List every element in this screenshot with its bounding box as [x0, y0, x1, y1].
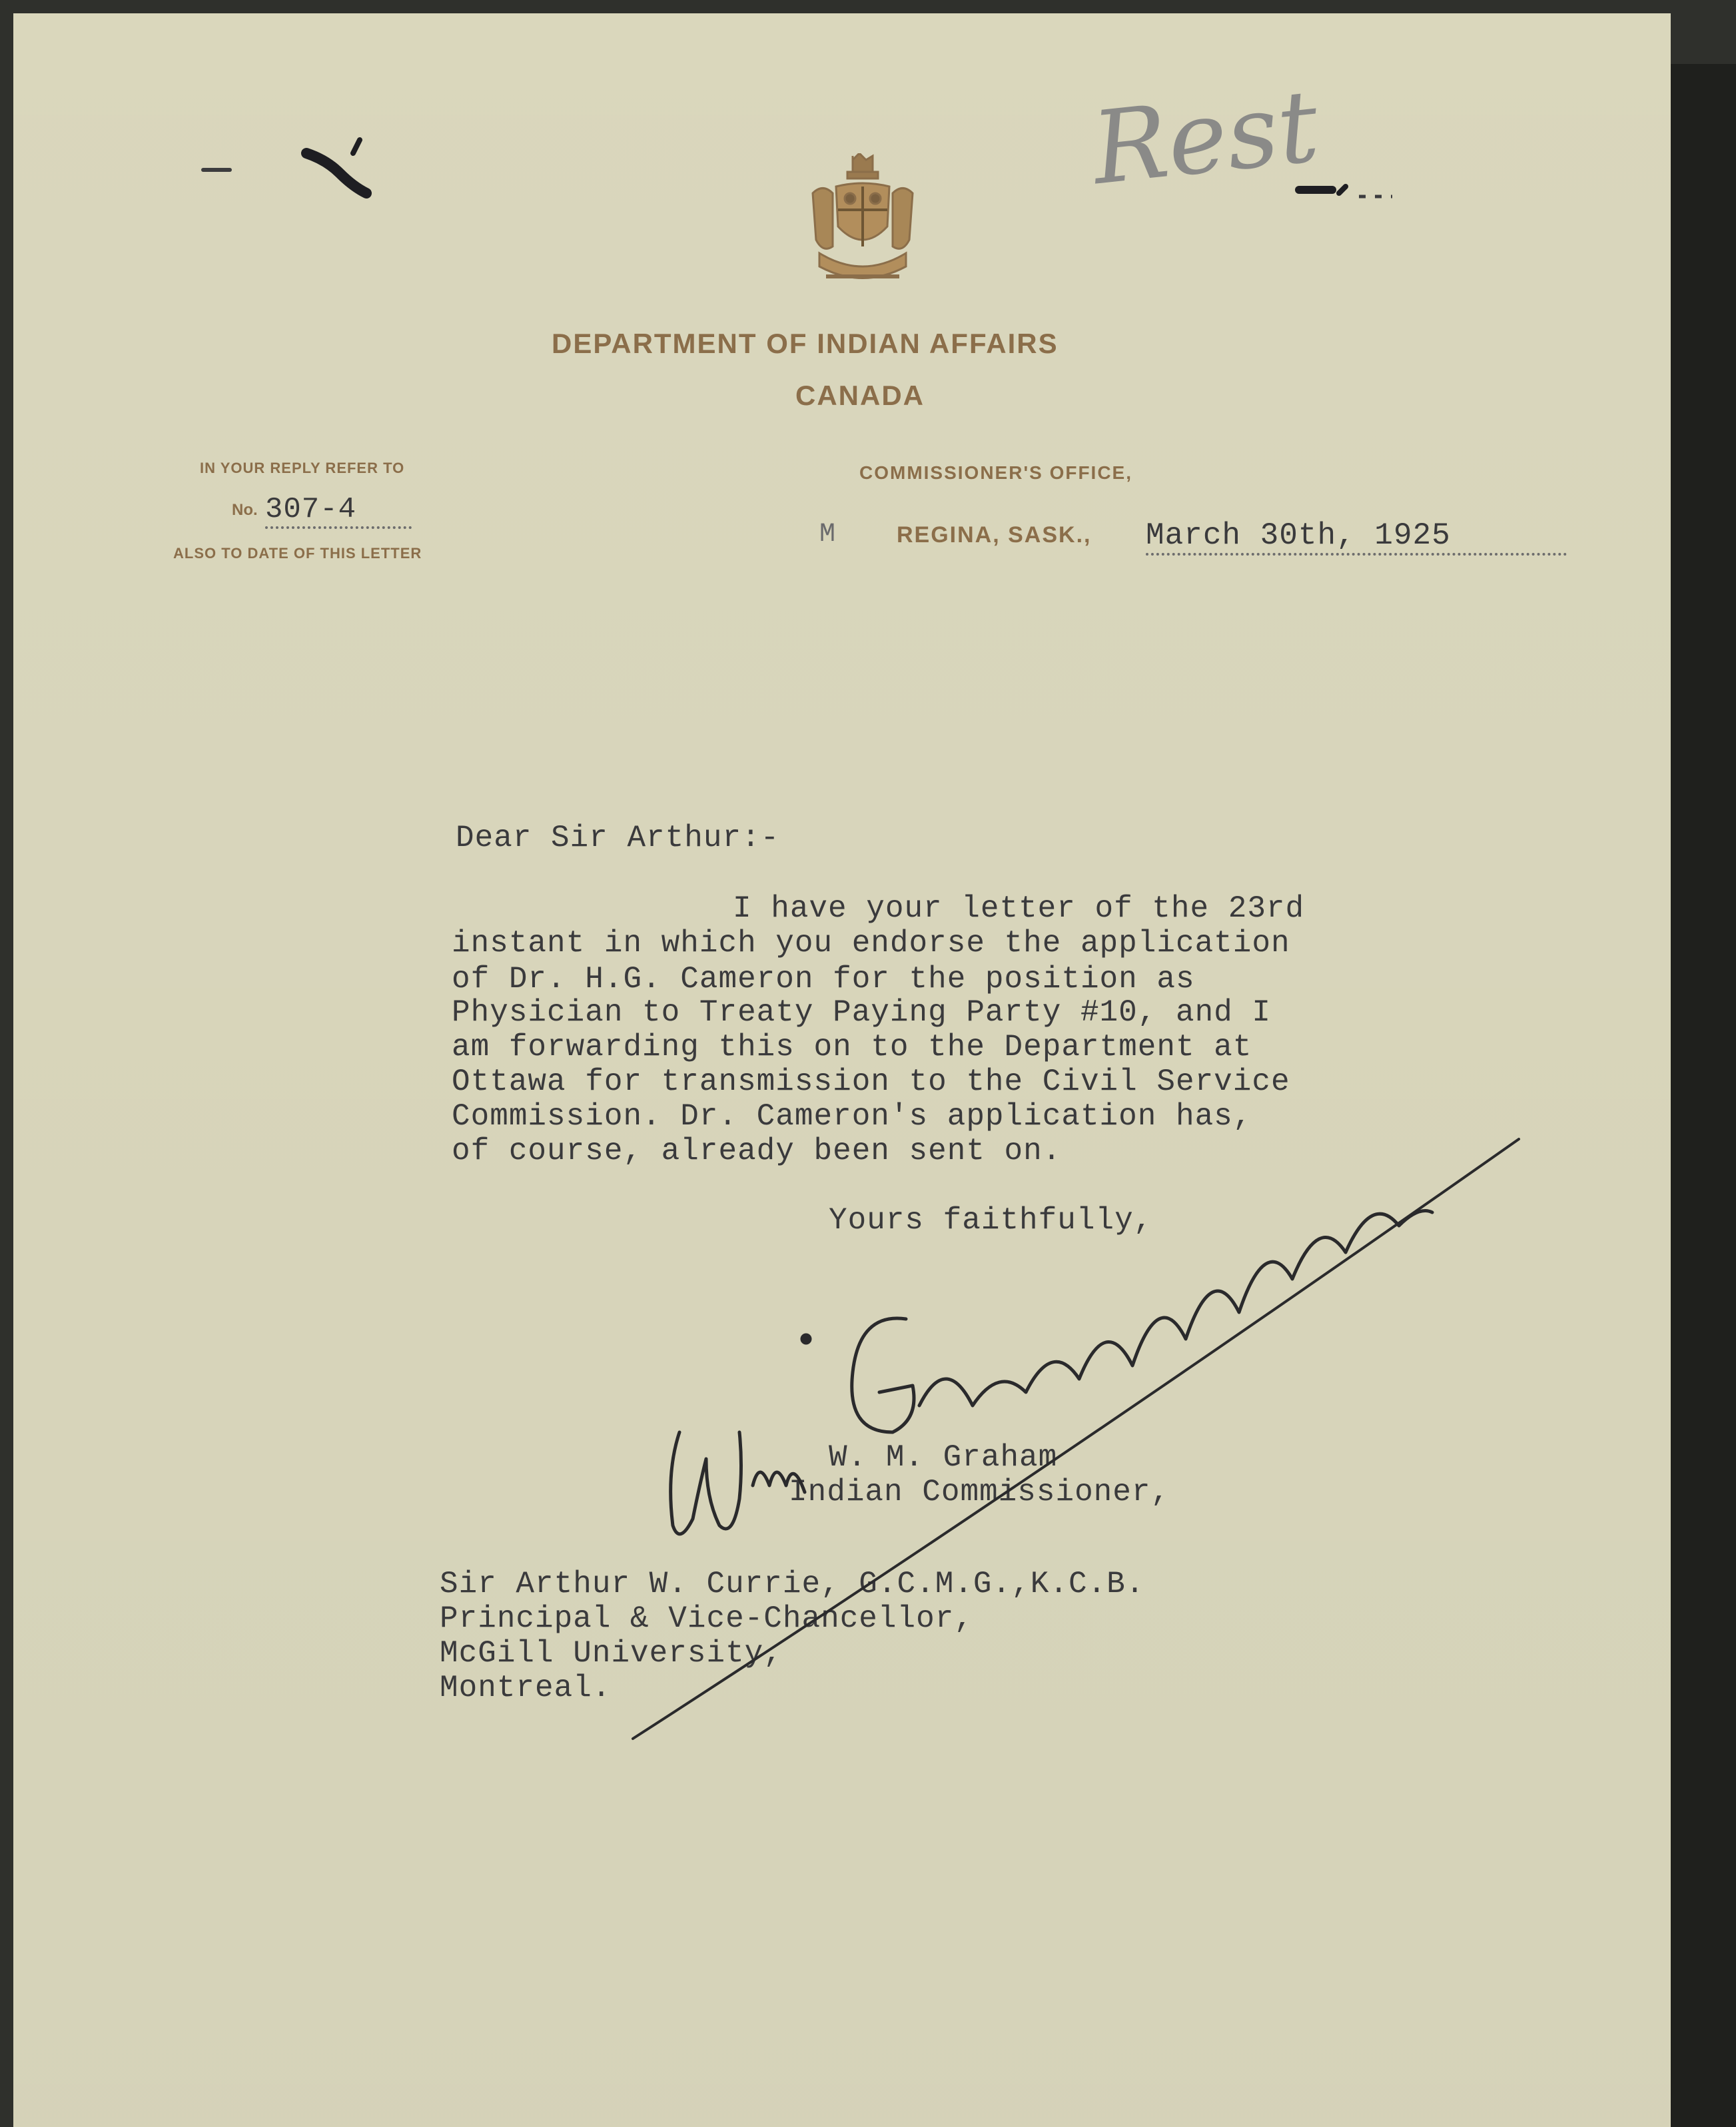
letter-date: March 30th, 1925 — [1146, 518, 1567, 556]
punch-mark-left — [293, 133, 386, 200]
recipient-line-2: Principal & Vice-Chancellor, — [440, 1601, 973, 1636]
stray-typed-mark: M — [819, 520, 837, 550]
body-line-4: Physician to Treaty Paying Party #10, and I — [452, 995, 1271, 1030]
file-number-prefix: No. — [232, 501, 258, 519]
recipient-line-4: Montreal. — [440, 1671, 612, 1705]
recipient-line-1: Sir Arthur W. Currie, G.C.M.G.,K.C.B. — [440, 1567, 1145, 1601]
closing: Yours faithfully, — [829, 1203, 1153, 1238]
signatory-name: W. M. Graham — [829, 1440, 1058, 1475]
file-number: 307-4 — [265, 493, 412, 529]
also-date-label: ALSO TO DATE OF THIS LETTER — [173, 545, 422, 562]
department-heading: DEPARTMENT OF INDIAN AFFAIRS — [552, 328, 1059, 359]
office-label: COMMISSIONER'S OFFICE, — [859, 462, 1133, 483]
punch-mark-left-small — [200, 160, 240, 180]
reply-reference-label: IN YOUR REPLY REFER TO — [200, 460, 405, 476]
place-label: REGINA, SASK., — [897, 522, 1092, 548]
body-line-2: instant in which you endorse the application — [452, 926, 1290, 961]
body-line-8: of course, already been sent on. — [452, 1134, 1062, 1168]
file-number-line — [232, 501, 258, 520]
body-line-5: am forwarding this on to the Department at — [452, 1030, 1252, 1064]
coat-of-arms-icon — [806, 153, 919, 293]
handwritten-note: Rest — [1086, 68, 1324, 208]
salutation: Dear Sir Arthur:- — [456, 821, 780, 855]
page-edge-shadow — [1671, 64, 1736, 2127]
handwritten-signature — [626, 1059, 1545, 1745]
country-heading: CANADA — [795, 380, 925, 411]
body-line-7: Commission. Dr. Cameron's application has, — [452, 1099, 1252, 1134]
body-line-6: Ottawa for transmission to the Civil Service — [452, 1064, 1290, 1099]
recipient-line-3: McGill University, — [440, 1636, 783, 1671]
body-line-1: I have your letter of the 23rd — [733, 891, 1305, 926]
body-line-3: of Dr. H.G. Cameron for the position as — [452, 962, 1195, 997]
signatory-title: Indian Commissioner, — [789, 1475, 1170, 1509]
